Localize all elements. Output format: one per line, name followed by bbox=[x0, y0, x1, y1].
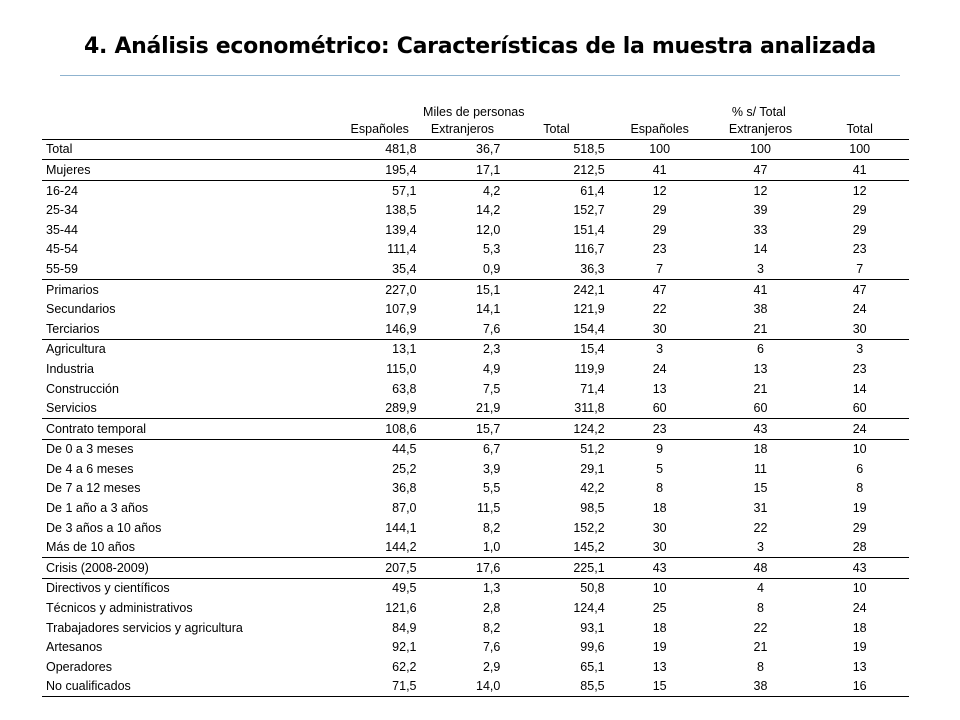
table-cell: 4,9 bbox=[482, 361, 501, 376]
table-cell: 57,1 bbox=[339, 180, 421, 200]
table-cell: 23 bbox=[852, 242, 867, 257]
table-row bbox=[42, 637, 909, 657]
table-cell: 36,7 bbox=[421, 139, 505, 160]
table-cell: 18 bbox=[711, 439, 811, 459]
table-cell: 15 bbox=[609, 677, 711, 697]
table-cell: 7,6 bbox=[482, 640, 501, 655]
table-cell: 43 bbox=[810, 558, 909, 579]
table-cell: 10 bbox=[609, 578, 711, 598]
table-cell: 1,3 bbox=[421, 578, 505, 598]
table-cell: 21 bbox=[753, 640, 768, 655]
column-header: Españoles bbox=[630, 121, 689, 136]
table-cell: 6 bbox=[711, 339, 811, 359]
table-cell: 6 bbox=[856, 461, 864, 476]
row-label: Secundarios bbox=[46, 302, 116, 317]
table-cell: 8,2 bbox=[482, 620, 501, 635]
table-cell: 8,2 bbox=[482, 520, 501, 535]
table-cell: 154,4 bbox=[573, 321, 605, 336]
table-cell: 30 bbox=[652, 520, 667, 535]
table-cell: 5,5 bbox=[482, 481, 501, 496]
table-cell: 124,4 bbox=[573, 601, 605, 616]
table-cell: 47 bbox=[711, 160, 811, 181]
table-cell: 23 bbox=[852, 361, 867, 376]
table-row bbox=[42, 339, 909, 359]
table-cell: 139,4 bbox=[385, 222, 417, 237]
table-cell: 1,0 bbox=[482, 540, 501, 555]
table-cell: 29 bbox=[852, 203, 867, 218]
table-cell: 29 bbox=[652, 222, 667, 237]
table-cell: 29 bbox=[652, 203, 667, 218]
table-cell: 21 bbox=[753, 321, 768, 336]
table-cell: 51,2 bbox=[504, 439, 608, 459]
table-cell: 138,5 bbox=[385, 203, 417, 218]
column-header: Total bbox=[543, 121, 570, 136]
row-label: De 0 a 3 meses bbox=[42, 439, 339, 459]
row-label: 55-59 bbox=[46, 261, 78, 276]
table-cell: 85,5 bbox=[504, 677, 608, 697]
row-label: De 7 a 12 meses bbox=[46, 481, 141, 496]
table-row bbox=[42, 598, 909, 618]
table-cell: 116,7 bbox=[574, 242, 605, 257]
table-row bbox=[42, 677, 909, 697]
table-row bbox=[42, 498, 909, 518]
table-cell: 115,0 bbox=[386, 361, 417, 376]
table-cell: 47 bbox=[609, 279, 711, 299]
table-cell: 146,9 bbox=[385, 321, 417, 336]
table-cell: 121,6 bbox=[385, 601, 417, 616]
row-label: De 4 a 6 meses bbox=[46, 461, 134, 476]
table-row bbox=[42, 418, 909, 439]
row-label: Más de 10 años bbox=[46, 540, 135, 555]
table-cell: 38 bbox=[711, 677, 811, 697]
table-row bbox=[42, 319, 909, 339]
column-header: Total bbox=[846, 121, 873, 136]
table-cell: 8 bbox=[757, 659, 764, 674]
table-cell: 33 bbox=[753, 222, 768, 237]
table-cell: 13 bbox=[852, 659, 867, 674]
table-cell: 44,5 bbox=[339, 439, 421, 459]
table-cell: 3 bbox=[810, 339, 909, 359]
table-row bbox=[42, 537, 909, 557]
table-cell: 60 bbox=[753, 401, 768, 416]
table-cell: 481,8 bbox=[339, 139, 421, 160]
table-cell: 207,5 bbox=[339, 558, 421, 579]
table-cell: 6,7 bbox=[421, 439, 505, 459]
table-cell: 15 bbox=[753, 481, 768, 496]
row-label: Industria bbox=[46, 361, 94, 376]
table-cell: 22 bbox=[652, 302, 667, 317]
table-cell: 2,9 bbox=[482, 659, 501, 674]
row-label: De 1 año a 3 años bbox=[46, 501, 149, 516]
table-cell: 23 bbox=[652, 242, 667, 257]
table-cell: 99,6 bbox=[580, 640, 605, 655]
table-cell: 227,0 bbox=[339, 279, 421, 299]
table-row bbox=[42, 479, 909, 499]
table-cell: 4 bbox=[711, 578, 811, 598]
table-cell: 14,0 bbox=[421, 677, 505, 697]
table-cell: 41 bbox=[711, 279, 811, 299]
table-cell: 15,7 bbox=[421, 418, 505, 439]
row-label: Técnicos y administrativos bbox=[46, 601, 193, 616]
table-cell: 50,8 bbox=[504, 578, 608, 598]
table-cell: 8 bbox=[856, 481, 864, 496]
row-label: Terciarios bbox=[46, 321, 100, 336]
row-label: De 3 años a 10 años bbox=[46, 520, 162, 535]
row-header-corner bbox=[42, 91, 339, 139]
table-cell: 23 bbox=[609, 418, 711, 439]
table-cell: 30 bbox=[652, 321, 667, 336]
table-cell: 8 bbox=[656, 481, 664, 496]
table-row bbox=[42, 558, 909, 579]
table-cell: 16 bbox=[810, 677, 909, 697]
group-header-thousands: Miles de personas bbox=[423, 105, 525, 119]
table-cell: 17,6 bbox=[421, 558, 505, 579]
column-header: Extranjeros bbox=[728, 121, 793, 136]
table-cell: 225,1 bbox=[504, 558, 608, 579]
table-cell: 144,1 bbox=[385, 520, 417, 535]
row-label: Servicios bbox=[46, 401, 97, 416]
table-cell: 49,5 bbox=[339, 578, 421, 598]
table-cell: 5,3 bbox=[482, 242, 501, 257]
table-cell: 92,1 bbox=[392, 640, 417, 655]
table-cell: 242,1 bbox=[504, 279, 608, 299]
table-cell: 36,8 bbox=[392, 481, 417, 496]
table-cell: 14,2 bbox=[476, 203, 501, 218]
table-cell: 93,1 bbox=[580, 620, 605, 635]
table-cell: 0,9 bbox=[482, 261, 501, 276]
table-cell: 63,8 bbox=[392, 381, 417, 396]
sample-characteristics-table bbox=[42, 91, 909, 697]
table-cell: 121,9 bbox=[573, 302, 605, 317]
table-cell: 9 bbox=[609, 439, 711, 459]
table-cell: 111,4 bbox=[387, 242, 417, 257]
table-row bbox=[42, 379, 909, 399]
table-cell: 3 bbox=[609, 339, 711, 359]
table-cell: 3 bbox=[757, 540, 764, 555]
table-cell: 60 bbox=[652, 401, 667, 416]
table-cell: 2,8 bbox=[482, 601, 501, 616]
table-cell: 7,5 bbox=[482, 381, 501, 396]
table-cell: 195,4 bbox=[339, 160, 421, 181]
table-cell: 2,3 bbox=[421, 339, 505, 359]
row-label: Primarios bbox=[42, 279, 339, 299]
table-cell: 4,2 bbox=[421, 180, 505, 200]
table-cell: 31 bbox=[753, 501, 768, 516]
table-cell: 7 bbox=[656, 261, 664, 276]
table-cell: 62,2 bbox=[392, 659, 417, 674]
table-cell: 98,5 bbox=[580, 501, 605, 516]
table-row bbox=[42, 220, 909, 240]
table-cell: 17,1 bbox=[421, 160, 505, 181]
table-cell: 61,4 bbox=[504, 180, 608, 200]
title-divider bbox=[60, 75, 900, 76]
table-cell: 19 bbox=[852, 501, 867, 516]
page-title: 4. Análisis econométrico: Características de la muestra analizada bbox=[84, 34, 876, 59]
table-cell: 14 bbox=[852, 381, 867, 396]
table-cell: 24 bbox=[852, 601, 867, 616]
table-cell: 18 bbox=[652, 620, 667, 635]
table-cell: 3,9 bbox=[482, 461, 501, 476]
row-label: 16-24 bbox=[42, 180, 339, 200]
table-cell: 24 bbox=[652, 361, 667, 376]
table-row bbox=[42, 259, 909, 279]
table-cell: 28 bbox=[852, 540, 867, 555]
table-row bbox=[42, 459, 909, 479]
table-cell: 43 bbox=[609, 558, 711, 579]
table-row bbox=[42, 180, 909, 200]
table-cell: 24 bbox=[810, 418, 909, 439]
table-cell: 21,9 bbox=[476, 401, 501, 416]
table-cell: 29 bbox=[852, 520, 867, 535]
table-row bbox=[42, 200, 909, 220]
table-cell: 107,9 bbox=[385, 302, 417, 317]
table-cell: 8 bbox=[757, 601, 764, 616]
table-cell: 289,9 bbox=[385, 401, 417, 416]
table-row bbox=[42, 518, 909, 538]
table-cell: 65,1 bbox=[580, 659, 605, 674]
table-cell: 42,2 bbox=[580, 481, 605, 496]
table-row bbox=[42, 398, 909, 418]
row-label: 35-44 bbox=[46, 222, 78, 237]
table-cell: 48 bbox=[711, 558, 811, 579]
row-label: 45-54 bbox=[46, 242, 78, 257]
table-cell: 39 bbox=[753, 203, 768, 218]
table-cell: 124,2 bbox=[504, 418, 608, 439]
table-cell: 19 bbox=[852, 640, 867, 655]
table-cell: 38 bbox=[753, 302, 768, 317]
table-cell: 21 bbox=[753, 381, 768, 396]
table-row bbox=[42, 618, 909, 638]
table-cell: 36,3 bbox=[580, 261, 605, 276]
table-cell: 14,1 bbox=[476, 302, 501, 317]
table-cell: 212,5 bbox=[504, 160, 608, 181]
table-cell: 518,5 bbox=[504, 139, 608, 160]
table-cell: 11 bbox=[754, 461, 767, 476]
table-cell: 13 bbox=[753, 361, 768, 376]
table-cell: 47 bbox=[810, 279, 909, 299]
table-cell: 35,4 bbox=[392, 261, 417, 276]
table-cell: 12 bbox=[810, 180, 909, 200]
table-cell: 15,4 bbox=[504, 339, 608, 359]
table-cell: 7,6 bbox=[482, 321, 501, 336]
table-cell: 19 bbox=[652, 640, 667, 655]
table-cell: 24 bbox=[852, 302, 867, 317]
table-cell: 84,9 bbox=[392, 620, 417, 635]
row-label: Artesanos bbox=[46, 640, 103, 655]
table-row bbox=[42, 240, 909, 260]
table-cell: 13 bbox=[652, 659, 667, 674]
group-header-percent: % s/ Total bbox=[731, 105, 786, 119]
row-label: Crisis (2008-2009) bbox=[42, 558, 339, 579]
table-row bbox=[42, 439, 909, 459]
table-cell: 41 bbox=[810, 160, 909, 181]
table-cell: 5 bbox=[656, 461, 664, 476]
table-cell: 100 bbox=[810, 139, 909, 160]
row-label: 25-34 bbox=[46, 203, 78, 218]
table-cell: 87,0 bbox=[392, 501, 417, 516]
table-body bbox=[42, 139, 909, 697]
table-cell: 43 bbox=[711, 418, 811, 439]
table-cell: 29 bbox=[852, 222, 867, 237]
table-cell: 30 bbox=[852, 321, 867, 336]
table-cell: 71,4 bbox=[580, 381, 605, 396]
table-cell: 25 bbox=[652, 601, 667, 616]
table-cell: 7 bbox=[856, 261, 864, 276]
table-cell: 108,6 bbox=[339, 418, 421, 439]
table-cell: 3 bbox=[757, 261, 764, 276]
table-cell: 11,5 bbox=[476, 501, 501, 516]
table-cell: 151,4 bbox=[573, 222, 605, 237]
row-label: Directivos y científicos bbox=[42, 578, 339, 598]
table-cell: 100 bbox=[609, 139, 711, 160]
row-label: Agricultura bbox=[42, 339, 339, 359]
table-cell: 13,1 bbox=[339, 339, 421, 359]
table-cell: 12 bbox=[711, 180, 811, 200]
table-cell: 152,7 bbox=[573, 203, 605, 218]
table-cell: 10 bbox=[810, 578, 909, 598]
row-label: Contrato temporal bbox=[42, 418, 339, 439]
row-label: Construcción bbox=[46, 381, 119, 396]
table-cell: 18 bbox=[852, 620, 867, 635]
table-cell: 144,2 bbox=[385, 540, 417, 555]
table-cell: 18 bbox=[652, 501, 667, 516]
table-cell: 25,2 bbox=[392, 461, 417, 476]
table-cell: 100 bbox=[711, 139, 811, 160]
table-cell: 60 bbox=[852, 401, 867, 416]
table-cell: 41 bbox=[609, 160, 711, 181]
table-cell: 71,5 bbox=[339, 677, 421, 697]
table-cell: 10 bbox=[810, 439, 909, 459]
table-cell: 30 bbox=[652, 540, 667, 555]
table-cell: 14 bbox=[753, 242, 768, 257]
row-label: Operadores bbox=[46, 659, 113, 674]
row-label: Total bbox=[42, 139, 339, 160]
table-row bbox=[42, 160, 909, 181]
table-cell: 29,1 bbox=[580, 461, 605, 476]
table-row bbox=[42, 139, 909, 160]
table-cell: 13 bbox=[652, 381, 667, 396]
table-cell: 311,8 bbox=[574, 401, 605, 416]
table-row bbox=[42, 299, 909, 319]
table-cell: 22 bbox=[753, 620, 768, 635]
table-cell: 12,0 bbox=[476, 222, 501, 237]
column-header: Españoles bbox=[350, 121, 409, 136]
table-cell: 152,2 bbox=[573, 520, 605, 535]
column-header: Extranjeros bbox=[430, 121, 495, 136]
table-row bbox=[42, 657, 909, 677]
table-row bbox=[42, 359, 909, 379]
row-label: No cualificados bbox=[42, 677, 339, 697]
row-label: Trabajadores servicios y agricultura bbox=[46, 620, 243, 635]
table-row bbox=[42, 279, 909, 299]
table-cell: 12 bbox=[609, 180, 711, 200]
table-cell: 22 bbox=[753, 520, 768, 535]
table-cell: 15,1 bbox=[421, 279, 505, 299]
row-label: Mujeres bbox=[42, 160, 339, 181]
table-cell: 145,2 bbox=[573, 540, 605, 555]
table-cell: 119,9 bbox=[574, 361, 605, 376]
table-row bbox=[42, 578, 909, 598]
